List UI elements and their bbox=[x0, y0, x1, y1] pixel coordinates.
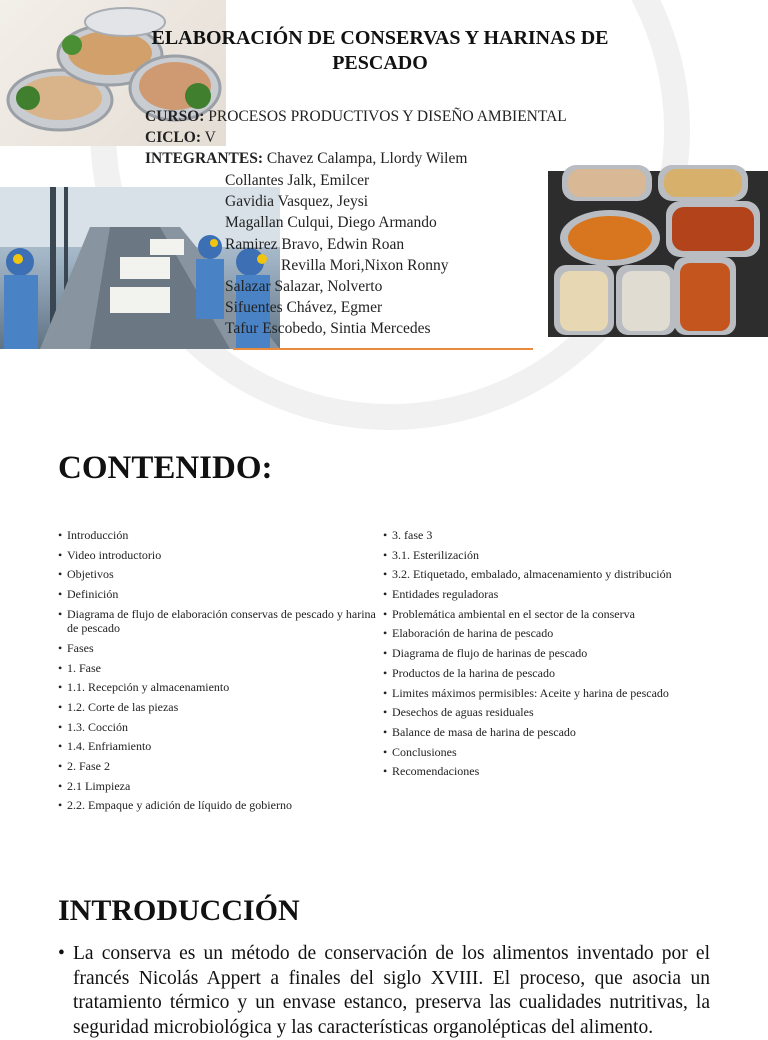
member-first: Chavez Calampa, Llordy Wilem bbox=[266, 150, 468, 167]
cycle-line bbox=[145, 127, 216, 148]
members-label-line bbox=[145, 148, 467, 169]
members-label: INTEGRANTES: bbox=[145, 150, 263, 167]
member-name: Collantes Jalk, Emilcer bbox=[225, 172, 370, 189]
contents-list-item: • Definición bbox=[58, 587, 378, 602]
contents-list-item: • Entidades reguladoras bbox=[383, 587, 683, 602]
presentation-title: ELABORACIÓN DE CONSERVAS Y HARINAS DE PESCADO bbox=[151, 27, 609, 74]
introduction-paragraph: • La conserva es un método de conservación de los alimentos inventado por el francés Nicolás Appert a finales del siglo XVIII. El proceso, que asocia un tratamiento térmico y un envase estanco, preserva las cualidades nutritivas, la seguridad microbiológica y las características organolépticas del alimento. bbox=[58, 942, 710, 1040]
contents-list-right bbox=[383, 528, 683, 784]
contents-list-item: • Limites máximos permisibles: Aceite y harina de pescado bbox=[383, 686, 683, 701]
introduction-title: INTRODUCCIÓN bbox=[58, 894, 300, 927]
orange-divider-line bbox=[233, 348, 533, 350]
contents-list-item: • Productos de la harina de pescado bbox=[383, 666, 683, 681]
member-name: Magallan Culqui, Diego Armando bbox=[225, 214, 437, 232]
contents-list-item: • 1.3. Cocción bbox=[58, 720, 378, 735]
course-line bbox=[145, 106, 567, 127]
contents-list-left bbox=[58, 528, 378, 818]
contents-list-item: • 3.2. Etiquetado, embalado, almacenamiento y distribución bbox=[383, 567, 683, 582]
slide-contents bbox=[0, 432, 768, 864]
cycle-label: CICLO: bbox=[145, 129, 201, 146]
member-name: Tafur Escobedo, Sintia Mercedes bbox=[225, 320, 431, 338]
contents-list-item: • 2. Fase 2 bbox=[58, 759, 378, 774]
contents-list-item: • 2.2. Empaque y adición de líquido de gobierno bbox=[58, 798, 378, 813]
contents-list-item: • Conclusiones bbox=[383, 745, 683, 760]
member-name: Sifuentes Chávez, Egmer bbox=[225, 299, 383, 317]
course-value: PROCESOS PRODUCTIVOS Y DISEÑO AMBIENTAL bbox=[208, 108, 567, 125]
contents-list-item: • Diagrama de flujo de harinas de pescado bbox=[383, 646, 683, 661]
contents-list-item: • Problemática ambiental en el sector de la conserva bbox=[383, 607, 683, 622]
contents-list-item: • Video introductorio bbox=[58, 548, 378, 563]
cycle-value: V bbox=[204, 129, 216, 146]
contents-list-item: • Elaboración de harina de pescado bbox=[383, 626, 683, 641]
member-name: Ramirez Bravo, Edwin Roan bbox=[225, 235, 405, 253]
contents-list-item: • Introducción bbox=[58, 528, 378, 543]
course-label: CURSO: bbox=[145, 108, 205, 125]
member-name: Revilla Mori,Nixon Ronny bbox=[281, 256, 449, 274]
contents-list-item: • Recomendaciones bbox=[383, 764, 683, 779]
member-name: Salazar Salazar, Nolverto bbox=[225, 278, 383, 296]
contents-list-item: • Desechos de aguas residuales bbox=[383, 705, 683, 720]
slide-introduction bbox=[0, 864, 768, 1038]
members-list bbox=[225, 170, 448, 340]
contents-title: CONTENIDO: bbox=[58, 450, 273, 486]
contents-list-item: • 1.4. Enfriamiento bbox=[58, 739, 378, 754]
member-name: Gavidia Vasquez, Jeysi bbox=[225, 193, 369, 211]
contents-list-item: • 1.1. Recepción y almacenamiento bbox=[58, 680, 378, 695]
contents-list-item: • 1. Fase bbox=[58, 661, 378, 676]
contents-list-item: • Diagrama de flujo de elaboración conservas de pescado y harina de pescado bbox=[58, 607, 378, 636]
contents-list-item: • Fases bbox=[58, 641, 378, 656]
contents-list-item: • 1.2. Corte de las piezas bbox=[58, 700, 378, 715]
contents-list-item: • 3. fase 3 bbox=[383, 528, 683, 543]
contents-list-item: • Objetivos bbox=[58, 567, 378, 582]
contents-list-item: • 2.1 Limpieza bbox=[58, 779, 378, 794]
slide-title bbox=[0, 0, 768, 432]
contents-list-item: • 3.1. Esterilización bbox=[383, 548, 683, 563]
contents-list-item: • Balance de masa de harina de pescado bbox=[383, 725, 683, 740]
photo-fish-tins bbox=[548, 171, 768, 337]
